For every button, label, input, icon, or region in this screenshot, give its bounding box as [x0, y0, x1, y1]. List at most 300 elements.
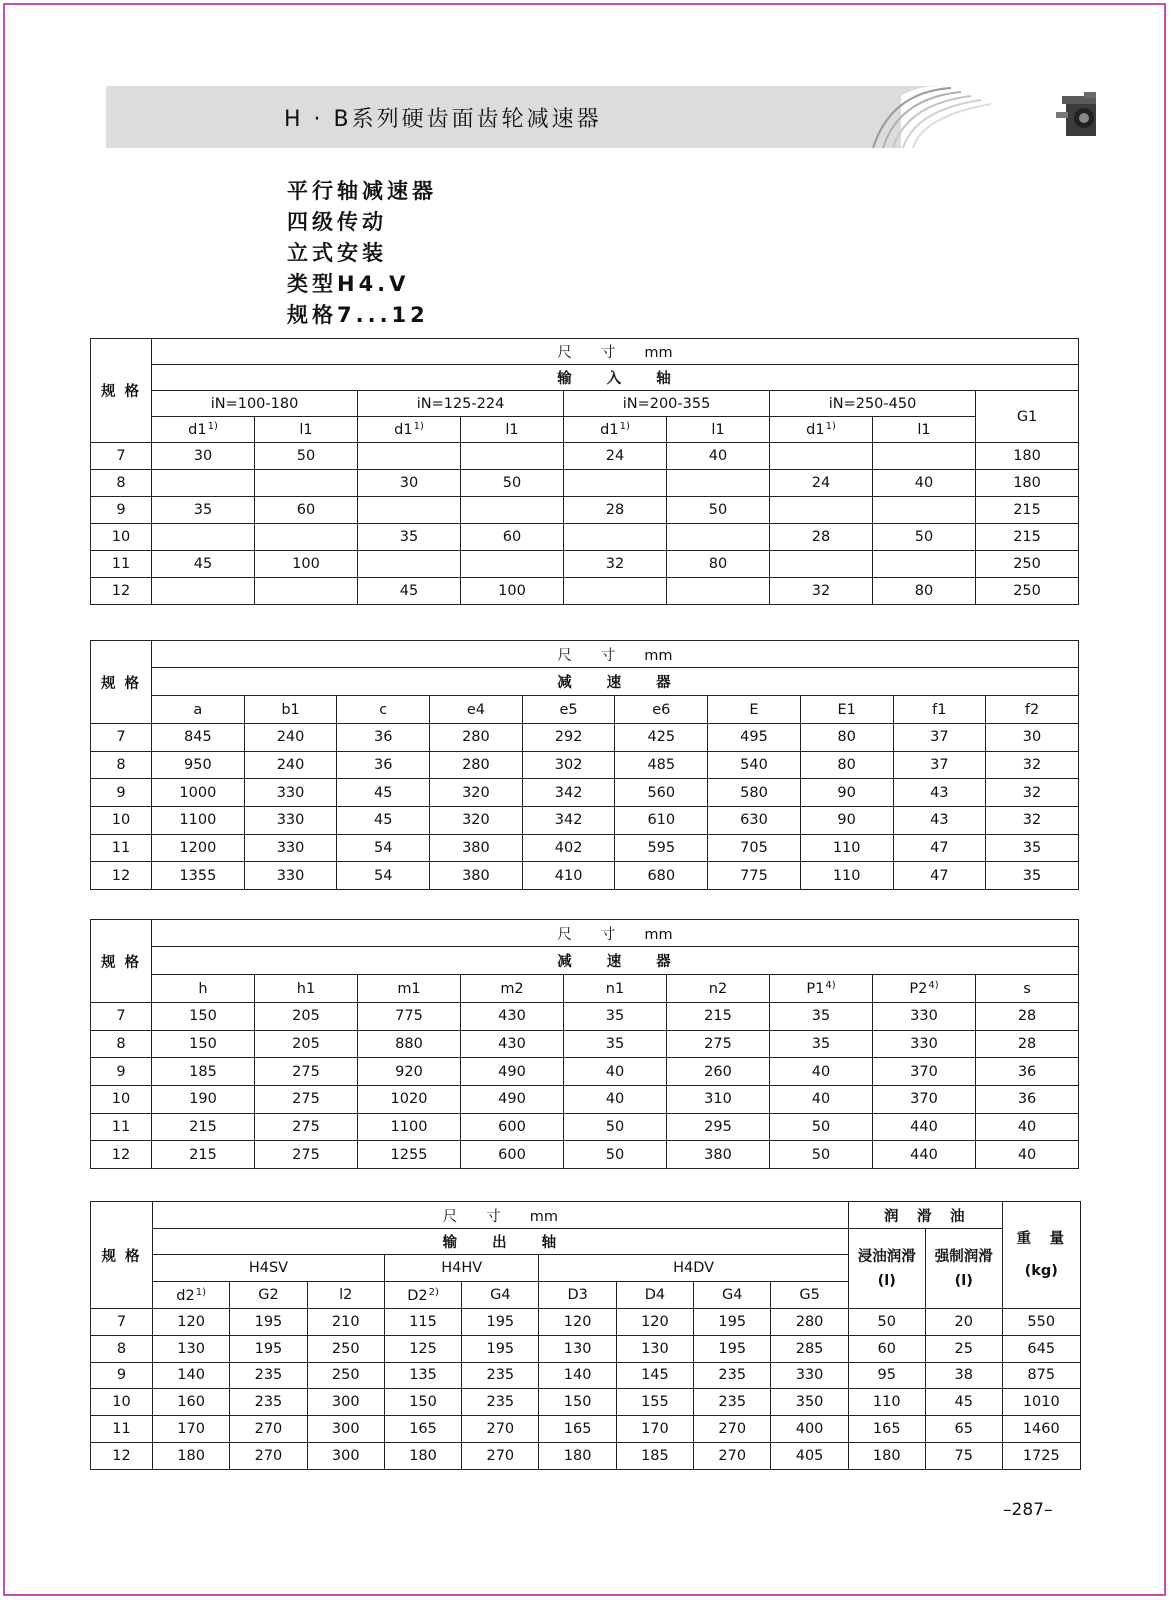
table-cell: 275	[255, 1113, 358, 1141]
size-cell: 11	[91, 551, 152, 578]
dimension-header: 尺 寸 mm	[152, 641, 1079, 668]
table-cell: 195	[230, 1309, 307, 1336]
table-cell: 32	[986, 751, 1079, 779]
table-cell	[461, 551, 564, 578]
table-cell: 40	[770, 1058, 873, 1086]
table-cell: 240	[244, 724, 337, 752]
table-cell: 775	[358, 1003, 461, 1031]
table-cell: 1100	[152, 807, 245, 835]
table-cell	[873, 551, 976, 578]
table-cell: 140	[153, 1362, 230, 1389]
dip-lubrication-header	[848, 1229, 925, 1309]
table-cell: 705	[708, 834, 801, 862]
table-cell: 35	[986, 834, 1079, 862]
col-header	[358, 417, 461, 443]
table-cell: 36	[337, 751, 430, 779]
table-cell: 180	[848, 1442, 925, 1469]
table-cell: 330	[244, 862, 337, 890]
table-cell	[667, 470, 770, 497]
reducer-header: 减 速 器	[152, 668, 1079, 696]
col-header: m2	[461, 975, 564, 1003]
col-header: D4	[616, 1282, 693, 1309]
table-cell: 25	[925, 1335, 1002, 1362]
col-header: e5	[522, 696, 615, 724]
table-cell: 35	[986, 862, 1079, 890]
size-cell: 10	[91, 807, 152, 835]
table-cell: 50	[564, 1113, 667, 1141]
table-cell: 100	[461, 578, 564, 605]
size-cell: 7	[91, 1003, 152, 1031]
table-cell: 425	[615, 724, 708, 752]
col-header: l2	[307, 1282, 384, 1309]
col-header: G4	[462, 1282, 539, 1309]
col-header: n1	[564, 975, 667, 1003]
table-cell	[667, 524, 770, 551]
table-row	[91, 1086, 1079, 1114]
table-cell: 235	[230, 1389, 307, 1416]
table-cell: 195	[694, 1335, 771, 1362]
size-cell: 12	[91, 578, 152, 605]
output-shaft-header: 输 出 轴	[153, 1229, 849, 1255]
reducer-header: 减 速 器	[152, 947, 1079, 975]
col-header: l1	[255, 417, 358, 443]
table-row	[91, 807, 1079, 835]
table-cell: 260	[667, 1058, 770, 1086]
table-cell: 35	[152, 497, 255, 524]
table-cell: 280	[430, 751, 523, 779]
table-cell: 60	[461, 524, 564, 551]
reducer-dimensions-table-1	[90, 640, 1079, 890]
table-cell: 490	[461, 1058, 564, 1086]
table-cell: 24	[564, 443, 667, 470]
dimension-header: 尺 寸 mm	[152, 920, 1079, 947]
table-cell: 380	[430, 834, 523, 862]
table-row	[91, 524, 1079, 551]
ratio-header: iN=200-355	[564, 391, 770, 417]
table-cell: 40	[667, 443, 770, 470]
table-cell: 275	[255, 1141, 358, 1169]
table-cell: 195	[462, 1309, 539, 1336]
table-cell: 50	[770, 1113, 873, 1141]
table-cell: 80	[667, 551, 770, 578]
col-header: l1	[873, 417, 976, 443]
col-header: s	[976, 975, 1079, 1003]
table-cell	[255, 524, 358, 551]
table-cell: 370	[873, 1086, 976, 1114]
table-cell: 170	[153, 1416, 230, 1443]
size-cell: 10	[91, 1086, 152, 1114]
col-header: G5	[771, 1282, 848, 1309]
table-cell: 30	[358, 470, 461, 497]
size-cell: 7	[91, 724, 152, 752]
table-cell: 580	[708, 779, 801, 807]
table-cell: 40	[976, 1141, 1079, 1169]
table-row	[91, 1335, 1081, 1362]
weight-header	[1002, 1202, 1080, 1309]
table-cell: 285	[771, 1335, 848, 1362]
table-row	[91, 862, 1079, 890]
col-header-text: d1	[600, 422, 619, 438]
table-cell: 235	[230, 1362, 307, 1389]
col-header	[770, 417, 873, 443]
table-cell: 1200	[152, 834, 245, 862]
table-cell: 40	[976, 1113, 1079, 1141]
table-cell: 1000	[152, 779, 245, 807]
table-row	[91, 1362, 1081, 1389]
table-cell: 60	[848, 1335, 925, 1362]
subtitle-list	[287, 176, 437, 331]
table-cell: 600	[461, 1113, 564, 1141]
col-header: E	[708, 696, 801, 724]
table-cell: 80	[800, 724, 893, 752]
col-header: h1	[255, 975, 358, 1003]
table-row	[91, 1141, 1079, 1169]
table-cell	[667, 578, 770, 605]
table-cell: 135	[384, 1362, 461, 1389]
table-cell: 50	[873, 524, 976, 551]
h4hv-header: H4HV	[384, 1255, 539, 1282]
table-cell: 32	[770, 578, 873, 605]
table-row	[91, 470, 1079, 497]
table-cell: 50	[848, 1309, 925, 1336]
table-cell: 1255	[358, 1141, 461, 1169]
table-cell: 165	[539, 1416, 616, 1443]
table-cell: 215	[152, 1141, 255, 1169]
dip-lubrication-label: 浸油润滑	[857, 1248, 916, 1265]
table-row	[91, 1389, 1081, 1416]
table-cell: 45	[925, 1389, 1002, 1416]
table-cell	[255, 578, 358, 605]
table-cell: 680	[615, 862, 708, 890]
table-cell: 560	[615, 779, 708, 807]
gear-reducer-photo	[1054, 92, 1096, 142]
col-header: D3	[539, 1282, 616, 1309]
ratio-header: iN=100-180	[152, 391, 358, 417]
table-cell: 30	[152, 443, 255, 470]
table-cell: 320	[430, 807, 523, 835]
table-cell: 1020	[358, 1086, 461, 1114]
output-shaft-table	[90, 1201, 1081, 1470]
table-cell: 400	[771, 1416, 848, 1443]
table-cell: 250	[307, 1335, 384, 1362]
subtitle-stages: 四级传动	[287, 210, 387, 234]
table-cell: 270	[462, 1416, 539, 1443]
table-cell	[873, 497, 976, 524]
table-cell: 120	[539, 1309, 616, 1336]
table-cell: 54	[337, 834, 430, 862]
dimension-header: 尺 寸 mm	[153, 1202, 849, 1229]
subtitle-model: 类型H4.V	[287, 272, 410, 296]
table-cell: 495	[708, 724, 801, 752]
table-cell: 330	[873, 1003, 976, 1031]
table-cell: 205	[255, 1030, 358, 1058]
table-cell: 45	[358, 578, 461, 605]
weight-unit: (kg)	[1024, 1263, 1058, 1279]
table-cell: 35	[770, 1030, 873, 1058]
table-row	[91, 578, 1079, 605]
size-cell: 11	[91, 834, 152, 862]
col-header: e4	[430, 696, 523, 724]
table-cell: 540	[708, 751, 801, 779]
table-cell: 280	[771, 1309, 848, 1336]
table-cell: 270	[230, 1416, 307, 1443]
table-cell: 90	[800, 779, 893, 807]
title-banner	[106, 86, 1096, 148]
size-cell: 12	[91, 862, 152, 890]
table-cell: 38	[925, 1362, 1002, 1389]
table-cell: 190	[152, 1086, 255, 1114]
table-cell	[358, 497, 461, 524]
table-cell	[461, 497, 564, 524]
table-cell: 485	[615, 751, 708, 779]
table-cell: 310	[667, 1086, 770, 1114]
table-cell: 302	[522, 751, 615, 779]
oil-unit: (l)	[954, 1272, 973, 1289]
subtitle-sizes: 规格7...12	[287, 303, 429, 327]
table-cell: 295	[667, 1113, 770, 1141]
table-cell: 45	[152, 551, 255, 578]
table-cell: 235	[694, 1389, 771, 1416]
table-cell: 110	[848, 1389, 925, 1416]
footnote-mark: 4)	[928, 980, 939, 991]
table-cell: 150	[539, 1389, 616, 1416]
table-cell: 1460	[1002, 1416, 1080, 1443]
table-cell: 270	[694, 1416, 771, 1443]
table-cell: 35	[564, 1003, 667, 1031]
table-cell: 75	[925, 1442, 1002, 1469]
table-cell: 300	[307, 1416, 384, 1443]
table-row	[91, 834, 1079, 862]
table-cell: 250	[307, 1362, 384, 1389]
table-row	[91, 443, 1079, 470]
col-header	[770, 975, 873, 1003]
table-cell: 330	[771, 1362, 848, 1389]
table-cell: 402	[522, 834, 615, 862]
table-row	[91, 1416, 1081, 1443]
table-cell: 410	[522, 862, 615, 890]
col-header	[153, 1282, 230, 1309]
table-cell: 35	[358, 524, 461, 551]
table-cell: 36	[976, 1058, 1079, 1086]
table-cell: 440	[873, 1113, 976, 1141]
table-cell: 342	[522, 807, 615, 835]
table-cell: 130	[616, 1335, 693, 1362]
table-cell: 120	[616, 1309, 693, 1336]
table-cell: 550	[1002, 1309, 1080, 1336]
size-cell: 9	[91, 1362, 153, 1389]
table-cell: 370	[873, 1058, 976, 1086]
size-cell: 8	[91, 751, 152, 779]
table-cell: 47	[893, 834, 986, 862]
table-cell: 350	[771, 1389, 848, 1416]
forced-lubrication-label: 强制润滑	[934, 1248, 993, 1265]
table-cell: 50	[461, 470, 564, 497]
table-cell: 270	[694, 1442, 771, 1469]
table-cell: 405	[771, 1442, 848, 1469]
table-cell: 250	[976, 578, 1079, 605]
table-cell: 80	[800, 751, 893, 779]
table-cell: 145	[616, 1362, 693, 1389]
table-cell: 170	[616, 1416, 693, 1443]
size-header: 规 格	[91, 920, 152, 1003]
table-cell: 630	[708, 807, 801, 835]
table-row	[91, 1309, 1081, 1336]
table-row	[91, 1030, 1079, 1058]
table-cell: 440	[873, 1141, 976, 1169]
footnote-mark: 1)	[413, 421, 424, 432]
table-cell: 300	[307, 1389, 384, 1416]
table-cell: 150	[152, 1030, 255, 1058]
table-cell: 43	[893, 779, 986, 807]
table-cell: 215	[152, 1113, 255, 1141]
table-cell: 130	[539, 1335, 616, 1362]
table-cell: 45	[337, 779, 430, 807]
table-cell: 43	[893, 807, 986, 835]
table-cell: 320	[430, 779, 523, 807]
table-cell: 45	[337, 807, 430, 835]
table-cell	[564, 578, 667, 605]
size-header: 规 格	[91, 1202, 153, 1309]
table-cell: 270	[462, 1442, 539, 1469]
table-cell: 32	[986, 779, 1079, 807]
table-row	[91, 751, 1079, 779]
footnote-mark: 1)	[825, 421, 836, 432]
ratio-header: iN=125-224	[358, 391, 564, 417]
table-cell: 185	[616, 1442, 693, 1469]
forced-lubrication-header	[925, 1229, 1002, 1309]
size-header: 规 格	[91, 641, 152, 724]
ratio-header: iN=250-450	[770, 391, 976, 417]
table-cell: 180	[976, 443, 1079, 470]
table-cell: 28	[976, 1003, 1079, 1031]
table-cell: 40	[564, 1086, 667, 1114]
table-cell: 36	[976, 1086, 1079, 1114]
table-cell: 215	[667, 1003, 770, 1031]
table-cell	[770, 497, 873, 524]
table-cell: 150	[384, 1389, 461, 1416]
size-cell: 10	[91, 524, 152, 551]
table-cell: 205	[255, 1003, 358, 1031]
table-cell: 380	[667, 1141, 770, 1169]
subtitle-mounting: 立式安装	[287, 241, 387, 265]
table-cell: 180	[976, 470, 1079, 497]
table-cell: 155	[616, 1389, 693, 1416]
table-cell: 185	[152, 1058, 255, 1086]
table-cell: 845	[152, 724, 245, 752]
table-cell: 342	[522, 779, 615, 807]
col-header-text: P2	[909, 981, 928, 997]
table-cell: 1010	[1002, 1389, 1080, 1416]
size-cell: 10	[91, 1389, 153, 1416]
table-cell: 330	[244, 779, 337, 807]
table-cell: 330	[244, 834, 337, 862]
col-header-text: d2	[176, 1287, 195, 1304]
reducer-dimensions-table-2	[90, 919, 1079, 1169]
table-cell: 595	[615, 834, 708, 862]
col-header: f2	[986, 696, 1079, 724]
table-cell: 300	[307, 1442, 384, 1469]
table-cell: 35	[770, 1003, 873, 1031]
table-cell: 165	[384, 1416, 461, 1443]
size-cell: 8	[91, 1030, 152, 1058]
col-header-text: D2	[407, 1287, 428, 1304]
table-cell: 240	[244, 751, 337, 779]
table-cell: 180	[384, 1442, 461, 1469]
table-cell: 645	[1002, 1335, 1080, 1362]
col-header: G4	[694, 1282, 771, 1309]
table-cell	[461, 443, 564, 470]
table-cell: 120	[153, 1309, 230, 1336]
size-cell: 11	[91, 1416, 153, 1443]
table-cell: 50	[770, 1141, 873, 1169]
col-header: b1	[244, 696, 337, 724]
size-cell: 11	[91, 1113, 152, 1141]
col-header	[384, 1282, 461, 1309]
table-cell: 330	[244, 807, 337, 835]
size-cell: 9	[91, 1058, 152, 1086]
page-number: –287–	[1003, 1500, 1053, 1520]
h4sv-header: H4SV	[153, 1255, 385, 1282]
table-cell	[358, 551, 461, 578]
table-cell: 40	[770, 1086, 873, 1114]
table-cell	[873, 443, 976, 470]
table-cell: 280	[430, 724, 523, 752]
table-cell: 920	[358, 1058, 461, 1086]
table-cell: 150	[152, 1003, 255, 1031]
table-row	[91, 779, 1079, 807]
col-header	[152, 417, 255, 443]
table-cell: 50	[255, 443, 358, 470]
col-header: l1	[667, 417, 770, 443]
col-header: e6	[615, 696, 708, 724]
table-cell: 275	[255, 1086, 358, 1114]
table-cell: 165	[848, 1416, 925, 1443]
size-header: 规 格	[91, 339, 152, 443]
col-header: m1	[358, 975, 461, 1003]
table-cell: 195	[230, 1335, 307, 1362]
col-header: G2	[230, 1282, 307, 1309]
table-cell: 875	[1002, 1362, 1080, 1389]
table-cell: 235	[462, 1362, 539, 1389]
table-cell: 610	[615, 807, 708, 835]
table-cell: 36	[337, 724, 430, 752]
size-cell: 12	[91, 1442, 153, 1469]
table-row	[91, 1058, 1079, 1086]
table-cell: 215	[976, 524, 1079, 551]
weight-label: 重 量	[1016, 1231, 1067, 1247]
table-cell: 65	[925, 1416, 1002, 1443]
table-cell: 880	[358, 1030, 461, 1058]
table-cell: 115	[384, 1309, 461, 1336]
col-header-text: d1	[394, 422, 413, 438]
col-header: E1	[800, 696, 893, 724]
table-cell: 37	[893, 751, 986, 779]
table-cell	[564, 524, 667, 551]
table-cell	[770, 443, 873, 470]
table-cell: 54	[337, 862, 430, 890]
col-header: n2	[667, 975, 770, 1003]
footnote-mark: 1)	[195, 1286, 206, 1298]
col-header-text: d1	[188, 422, 207, 438]
table-cell: 270	[230, 1442, 307, 1469]
table-cell: 90	[800, 807, 893, 835]
input-shaft-header: 输 入 轴	[152, 365, 1079, 391]
dimension-header: 尺 寸 mm	[152, 339, 1079, 365]
g1-header: G1	[976, 391, 1079, 443]
table-cell: 28	[564, 497, 667, 524]
table-row	[91, 1113, 1079, 1141]
table-cell: 1100	[358, 1113, 461, 1141]
